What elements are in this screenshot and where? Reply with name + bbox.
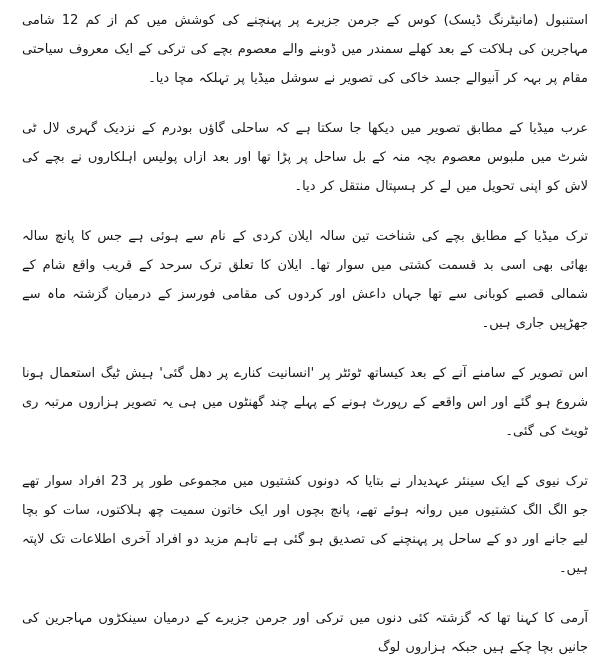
paragraph-army-statement: آرمی کا کہنا تھا کہ گزشتہ کئی دنوں میں ترکی اور جرمن جزیرے کے درمیان سینکڑوں مہاجرین کی جانیں بچا چکے ہیں جبکہ ہزاروں لوگ <box>22 611 588 655</box>
paragraph-turkish-media: ترک میڈیا کے مطابق بچے کی شناخت تین سالہ ایلان کردی کے نام سے ہوئی ہے جس کا پانچ سالہ بھائی بھی اسی بد قسمت کشتی میں سوار تھا۔ ایلان کا تعلق ترک سرحد کے قریب واقع شام کے شمالی قصبے کوبانی سے تھا جہاں داعش اور کردوں کی مقامی فورسز کے درمیان گزشتہ ماہ سے جھڑپیں جاری ہیں۔ <box>22 229 588 331</box>
paragraph-intro: استنبول (مانیٹرنگ ڈیسک) کوس کے جرمن جزیرے پر پہنچنے کی کوشش میں کم از کم 12 شامی مہاجرین کی ہلاکت کے بعد کھلے سمندر میں ڈوبنے والے معصوم بچے کی ترکی کے ایک معروف سیاحتی مقام پر بہہ کر آنیوالے جسد خاکی کی تصویر نے سوشل میڈیا پر تہلکہ مچا دیا۔ <box>22 13 588 86</box>
paragraph-twitter-reaction: اس تصویر کے سامنے آنے کے بعد کیساتھ ٹوئٹر پر 'انسانیت کنارے پر دھل گئی' ہیش ٹیگ استعمال ہونا شروع ہو گئے اور اس واقعے کے رپورٹ ہونے کے پہلے چند گھنٹوں میں ہی یہ تصویر ہزاروں مرتبہ ری ٹویٹ کی گئی۔ <box>22 366 588 439</box>
paragraph-turkish-navy: ترک نیوی کے ایک سینئر عہدیدار نے بتایا کہ دونوں کشتیوں میں مجموعی طور پر 23 افراد سوار تھے جو الگ الگ کشتیوں میں روانہ ہوئے تھے، پانچ بچوں اور ایک خاتون سمیت چھ ہلاکتوں، سات کو بچا لیے جانے اور دو کے ساحل پر پہنچنے کی تصدیق ہو گئی ہے تاہم مزید دو افراد آخری اطلاعات تک لاپتہ ہیں۔ <box>22 474 588 576</box>
paragraph-arab-media: عرب میڈیا کے مطابق تصویر میں دیکھا جا سکتا ہے کہ ساحلی گاؤں بودرم کے نزدیک گہری لال ٹی شرٹ میں ملبوس معصوم بچہ منہ کے بل ساحل پر پڑا تھا اور بعد ازاں پولیس اہلکاروں نے بچے کی لاش کو اپنی تحویل میں لے کر ہسپتال منتقل کر دیا۔ <box>22 121 588 194</box>
